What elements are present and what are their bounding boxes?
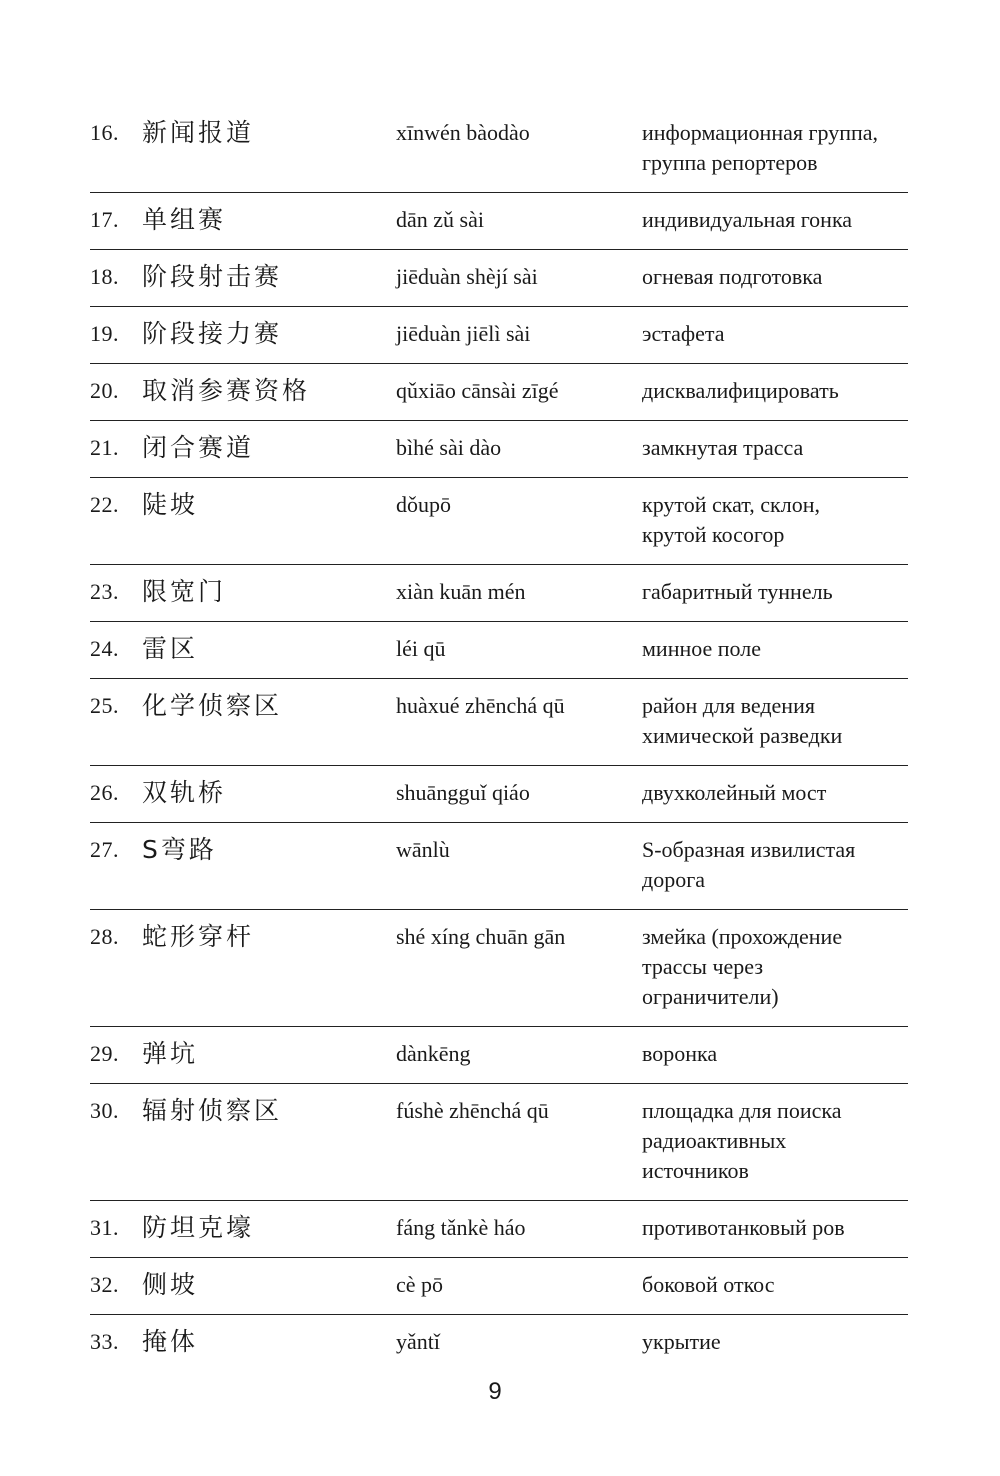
entry-number: 17. (90, 207, 119, 232)
pinyin-transcription: huàxué zhēnchá qū (396, 693, 565, 718)
pinyin-transcription: yǎntǐ (396, 1329, 440, 1354)
glossary-row (90, 364, 908, 421)
pinyin-transcription: shuāngguǐ qiáo (396, 780, 530, 805)
chinese-term: 限宽门 (142, 577, 227, 606)
chinese-term: 双轨桥 (142, 778, 227, 807)
chinese-term: 阶段接力赛 (142, 319, 283, 348)
chinese-term: S弯路 (142, 835, 217, 864)
russian-translation: змейка (прохождение трассы через ограничители) (642, 924, 843, 1009)
entry-number: 27. (90, 837, 119, 862)
pinyin-transcription: xīnwén bàodào (396, 120, 530, 145)
page-number: 9 (488, 1378, 502, 1405)
chinese-term: 陡坡 (142, 490, 199, 519)
glossary-row (90, 1315, 908, 1371)
pinyin-transcription: shé xíng chuān gān (396, 924, 566, 949)
russian-translation: информационная группа, группа репортеров (642, 120, 879, 175)
pinyin-transcription: bìhé sài dào (396, 435, 502, 460)
russian-translation: огневая подготовка (642, 264, 823, 289)
chinese-term: 雷区 (142, 634, 199, 663)
russian-translation: воронка (642, 1041, 718, 1066)
entry-number: 29. (90, 1041, 119, 1066)
entry-number: 21. (90, 435, 119, 460)
chinese-term: 弹坑 (142, 1039, 199, 1068)
entry-number: 16. (90, 120, 119, 145)
chinese-term: 蛇形穿杆 (142, 922, 255, 951)
chinese-term: 单组赛 (142, 205, 227, 234)
entry-number: 28. (90, 924, 119, 949)
pinyin-transcription: jiēduàn jiēlì sài (396, 321, 531, 346)
entry-number: 30. (90, 1098, 119, 1123)
chinese-term: 侧坡 (142, 1270, 199, 1299)
entry-number: 23. (90, 579, 119, 604)
pinyin-transcription: fáng tǎnkè háo (396, 1215, 526, 1240)
chinese-term: 化学侦察区 (142, 691, 283, 720)
entry-number: 33. (90, 1329, 119, 1354)
russian-translation: индивидуальная гонка (642, 207, 853, 232)
pinyin-transcription: dān zǔ sài (396, 207, 484, 232)
russian-translation: дисквалифицировать (642, 378, 839, 403)
glossary-row (90, 478, 908, 565)
chinese-term: 新闻报道 (142, 118, 255, 147)
entry-number: 26. (90, 780, 119, 805)
pinyin-transcription: qǔxiāo cānsài zīgé (396, 378, 559, 403)
russian-translation: замкнутая трасса (642, 435, 804, 460)
chinese-term: 闭合赛道 (142, 433, 255, 462)
pinyin-transcription: xiàn kuān mén (396, 579, 526, 604)
glossary-row (90, 106, 908, 193)
russian-translation: двухколейный мост (642, 780, 827, 805)
pinyin-transcription: léi qū (396, 636, 446, 661)
entry-number: 20. (90, 378, 119, 403)
glossary-row (90, 1027, 908, 1084)
glossary-row (90, 766, 908, 823)
glossary-row (90, 250, 908, 307)
glossary-row (90, 307, 908, 364)
glossary-row (90, 421, 908, 478)
russian-translation: эстафета (642, 321, 725, 346)
glossary-row (90, 1258, 908, 1315)
russian-translation: район для ведения химической разведки (642, 693, 843, 748)
glossary-row (90, 679, 908, 766)
pinyin-transcription: dǒupō (396, 492, 451, 517)
chinese-term: 掩体 (142, 1327, 199, 1356)
glossary-row (90, 1201, 908, 1258)
glossary-row (90, 910, 908, 1027)
pinyin-transcription: wānlù (396, 837, 450, 862)
chinese-term: 辐射侦察区 (142, 1096, 283, 1125)
pinyin-transcription: cè pō (396, 1272, 444, 1297)
glossary-row (90, 823, 908, 910)
russian-translation: укрытие (642, 1329, 721, 1354)
glossary-row (90, 565, 908, 622)
glossary-table (90, 106, 908, 1371)
entry-number: 22. (90, 492, 119, 517)
glossary-row (90, 193, 908, 250)
pinyin-transcription: jiēduàn shèjí sài (396, 264, 538, 289)
entry-number: 24. (90, 636, 119, 661)
entry-number: 31. (90, 1215, 119, 1240)
pinyin-transcription: fúshè zhēnchá qū (396, 1098, 549, 1123)
russian-translation: крутой скат, склон, крутой косогор (642, 492, 820, 547)
russian-translation: минное поле (642, 636, 762, 661)
glossary-row (90, 622, 908, 679)
entry-number: 19. (90, 321, 119, 346)
entry-number: 25. (90, 693, 119, 718)
russian-translation: площадка для поиска радиоактивных источников (642, 1098, 842, 1183)
entry-number: 32. (90, 1272, 119, 1297)
entry-number: 18. (90, 264, 119, 289)
russian-translation: противотанковый ров (642, 1215, 845, 1240)
chinese-term: 取消参赛资格 (142, 376, 311, 405)
russian-translation: габаритный туннель (642, 579, 833, 604)
russian-translation: S-образная извилистая дорога (642, 837, 856, 892)
chinese-term: 阶段射击赛 (142, 262, 283, 291)
pinyin-transcription: dànkēng (396, 1041, 471, 1066)
chinese-term: 防坦克壕 (142, 1213, 255, 1242)
glossary-row (90, 1084, 908, 1201)
russian-translation: боковой откос (642, 1272, 775, 1297)
